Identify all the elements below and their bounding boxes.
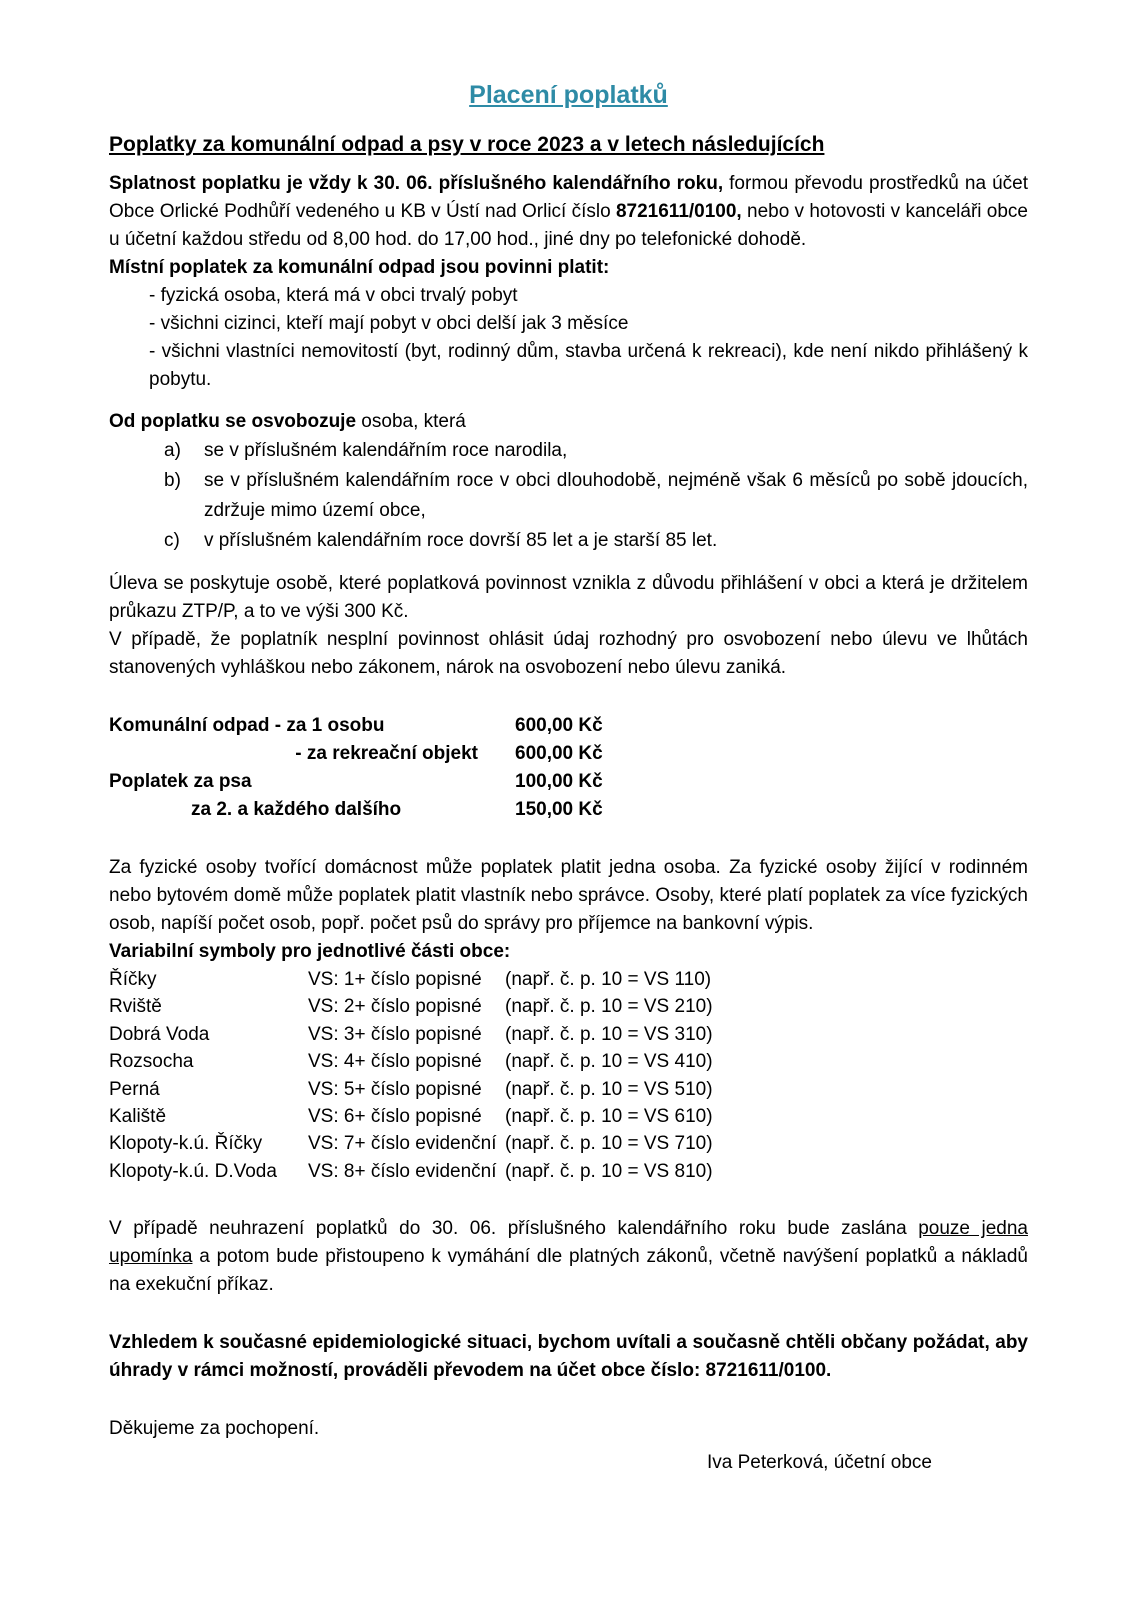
spacer: [109, 556, 1028, 570]
osvobozeni-list: [109, 436, 1028, 556]
spacer: [109, 394, 1028, 408]
document-title: Placení poplatků: [469, 81, 668, 109]
fee-amount: 150,00 Kč: [515, 799, 603, 820]
vs-part: Rviště: [109, 996, 162, 1018]
neuhrazeni-underlined: pouze jedna upomínka: [109, 1218, 1028, 1268]
vs-part: Rozsocha: [109, 1051, 194, 1073]
osvobozeni-item: [164, 526, 1028, 556]
spacer: [109, 682, 1028, 712]
spacer: [109, 1385, 1028, 1415]
povinni-heading: Místní poplatek za komunální odpad jsou povinni platit:: [109, 257, 610, 278]
list-marker: a): [164, 440, 181, 461]
list-marker: c): [164, 530, 180, 551]
vs-row: [109, 1048, 713, 1075]
vs-symbol: VS: 5+ číslo popisné: [308, 1078, 482, 1100]
vs-part: Dobrá Voda: [109, 1023, 210, 1045]
document-subtitle: Poplatky za komunální odpad a psy v roce 2023 a v letech následujících: [109, 133, 825, 156]
neuhrazeni-paragraph: [109, 1215, 1028, 1299]
spacer: [109, 824, 1028, 854]
vs-symbol: VS: 8+ číslo evidenční: [308, 1160, 497, 1182]
vs-row: [109, 1021, 713, 1048]
povinni-list: [109, 282, 1028, 394]
zanik-paragraph: V případě, že poplatník nesplní povinnost ohlásit údaj rozhodný pro osvobození nebo úlevu ve lhůtách stanovených vyhláškou nebo zákonem, nárok na osvobození nebo úlevu zaniká.: [109, 629, 1028, 678]
vs-part: Říčky: [109, 969, 157, 990]
osvobozeni-item: [164, 466, 1028, 526]
vs-table: [109, 966, 713, 1185]
list-text: v příslušném kalendářním roce dovrší 85 let a je starší 85 let.: [204, 530, 718, 551]
neuhrazeni-text-2: a potom bude přistoupeno k vymáhání dle platných zákonů, včetně navýšení poplatků a nákladů na exekuční příkaz.: [109, 1246, 1028, 1296]
spacer: [109, 1299, 1028, 1329]
vs-example: (např. č. p. 10 = VS 310): [505, 1023, 713, 1045]
vs-part: Klopoty-k.ú. D.Voda: [109, 1160, 277, 1182]
vs-symbol: VS: 7+ číslo evidenční: [308, 1133, 497, 1155]
neuhrazeni-text-1: V případě neuhrazení poplatků do 30. 06. příslušného kalendářního roku bude zaslána: [109, 1218, 919, 1240]
domacnost-paragraph: Za fyzické osoby tvořící domácnost může poplatek platit jedna osoba. Za fyzické osoby žijící v rodinném nebo bytovém domě může poplatek platit vlastník nebo správce. Osoby, které platí poplatek za více fyzických osob, napíší počet osob, popř. počet psů do správy pro příjemce na bankovní výpis.: [109, 857, 1028, 934]
osvobozeni-item: [164, 436, 1028, 466]
epidemie-paragraph: Vzhledem k současné epidemiologické situaci, bychom uvítali a současně chtěli občany požádat, aby úhrady v rámci možností, prováděli převodem na účet obce číslo: 8721611/0100.: [109, 1332, 1028, 1382]
splatnost-text-1: formou převodu prostředků na účet Obce Orlické Podhůří vedeného u KB v Ústí nad Orlicí číslo: [109, 173, 1028, 222]
uleva-paragraph: Úleva se poskytuje osobě, které poplatková povinnost vznikla z důvodu přihlášení v obci a která je držitelem průkazu ZTP/P, a to ve výši 300 Kč.: [109, 573, 1028, 622]
vs-symbol: VS: 4+ číslo popisné: [308, 1051, 482, 1073]
vs-row: [109, 1076, 713, 1103]
fee-row: [109, 740, 603, 768]
vs-example: (např. č. p. 10 = VS 410): [505, 1051, 713, 1073]
vs-part: Perná: [109, 1078, 160, 1100]
fee-label: - za rekreační objekt: [295, 743, 478, 764]
osvobozeni-rest: osoba, která: [356, 411, 466, 432]
vs-row: [109, 966, 713, 993]
spacer: [109, 1185, 1028, 1215]
osvobozeni-lead: Od poplatku se osvobozuje: [109, 411, 357, 432]
fee-label: za 2. a každého dalšího: [191, 799, 402, 820]
povinni-item: - všichni vlastníci nemovitostí (byt, rodinný dům, stavba určená k rekreaci), kde není nikdo přihlášený k pobytu.: [149, 341, 1028, 390]
fee-row: [109, 712, 603, 740]
vs-row: [109, 993, 713, 1020]
fee-amount: 600,00 Kč: [515, 743, 603, 764]
fee-row: [109, 796, 603, 824]
vs-symbol: VS: 1+ číslo popisné: [308, 969, 482, 990]
thanks-line: Děkujeme za pochopení.: [109, 1418, 320, 1440]
vs-row: [109, 1158, 713, 1185]
vs-example: (např. č. p. 10 = VS 110): [505, 969, 712, 990]
list-text: se v příslušném kalendářním roce narodila,: [204, 440, 568, 461]
vs-symbol: VS: 3+ číslo popisné: [308, 1023, 482, 1045]
list-text: se v příslušném kalendářním roce v obci dlouhodobě, nejméně však 6 měsíců po sobě jdoucích, zdržuje mimo území obce,: [204, 470, 1028, 521]
osvobozeni-heading: [109, 408, 1028, 436]
splatnost-paragraph: [109, 170, 1028, 254]
splatnost-lead: Splatnost poplatku je vždy k 30. 06. příslušného kalendářního roku,: [109, 173, 724, 194]
vs-part: Kaliště: [109, 1106, 167, 1128]
vs-example: (např. č. p. 10 = VS 610): [505, 1106, 713, 1128]
povinni-item: - všichni cizinci, kteří mají pobyt v obci delší jak 3 měsíce: [149, 313, 629, 334]
list-marker: b): [164, 470, 181, 491]
vs-example: (např. č. p. 10 = VS 810): [505, 1160, 713, 1182]
vs-heading: Variabilní symboly pro jednotlivé části obce:: [109, 941, 511, 962]
fee-amount: 600,00 Kč: [515, 715, 603, 736]
vs-row: [109, 1103, 713, 1130]
povinni-item: - fyzická osoba, která má v obci trvalý pobyt: [149, 285, 518, 306]
splatnost-text-2: nebo v hotovosti v kanceláři obce u účetní každou středu od 8,00 hod. do 17,00 hod., jiné dny po telefonické dohodě.: [109, 201, 1028, 250]
vs-part: Klopoty-k.ú. Říčky: [109, 1133, 263, 1155]
vs-row: [109, 1130, 713, 1157]
vs-example: (např. č. p. 10 = VS 210): [505, 996, 713, 1018]
vs-example: (např. č. p. 10 = VS 710): [505, 1133, 713, 1155]
signature: Iva Peterková, účetní obce: [707, 1452, 932, 1474]
fee-label: Poplatek za psa: [109, 771, 252, 792]
vs-symbol: VS: 2+ číslo popisné: [308, 996, 482, 1018]
fee-amount: 100,00 Kč: [515, 771, 603, 792]
account-number: 8721611/0100,: [615, 201, 742, 222]
vs-symbol: VS: 6+ číslo popisné: [308, 1106, 482, 1128]
fee-row: [109, 768, 603, 796]
vs-example: (např. č. p. 10 = VS 510): [505, 1078, 713, 1100]
fees-table: [109, 712, 603, 824]
fee-label: Komunální odpad - za 1 osobu: [109, 715, 385, 736]
